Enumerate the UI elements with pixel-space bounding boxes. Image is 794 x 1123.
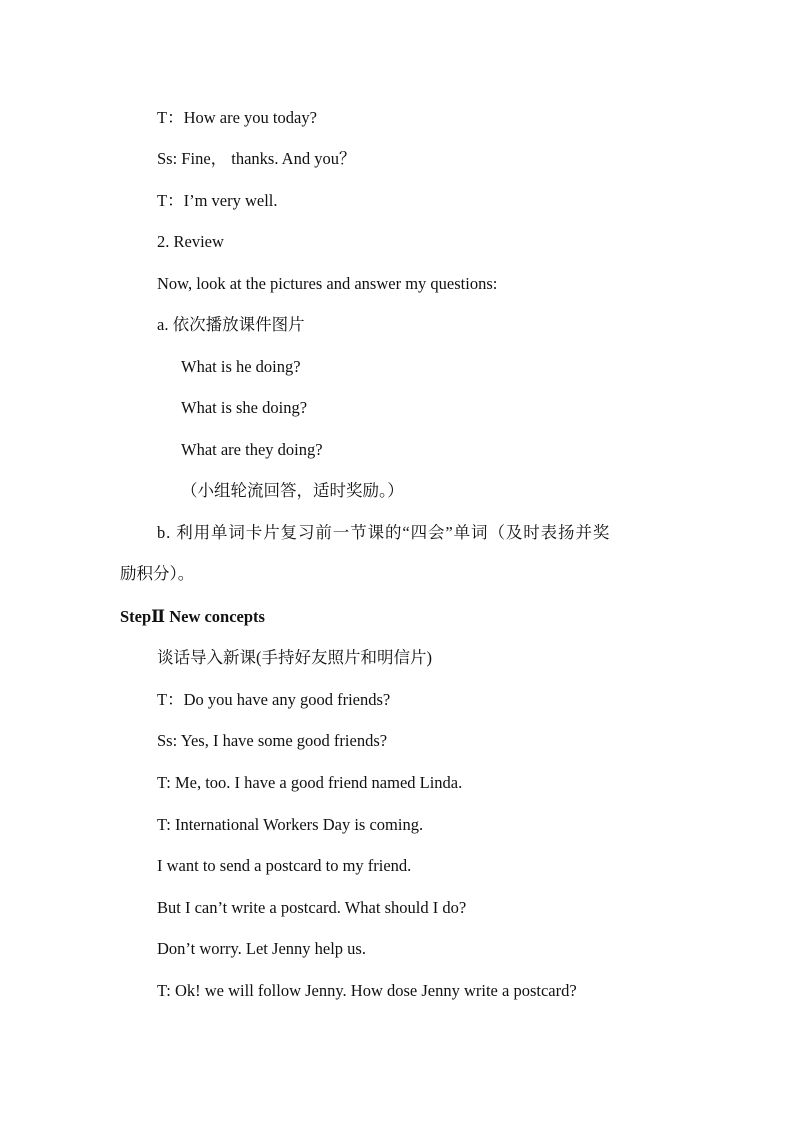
instruction-line: b. 利用单词卡片复习前一节课的“四会”单词（及时表扬并奖 bbox=[157, 523, 611, 542]
dialogue-line: T: Me, too. I have a good friend named Linda. bbox=[157, 773, 463, 792]
instruction-line: a. 依次播放课件图片 bbox=[157, 315, 305, 334]
instruction-line: Now, look at the pictures and answer my questions: bbox=[157, 274, 498, 293]
dialogue-line: T：How are you today? bbox=[157, 108, 317, 127]
dialogue-line: I want to send a postcard to my friend. bbox=[157, 856, 412, 875]
dialogue-line: T：Do you have any good friends? bbox=[157, 690, 391, 709]
dialogue-line: Don’t worry. Let Jenny help us. bbox=[157, 939, 366, 958]
instruction-line: 励积分）。 bbox=[120, 564, 195, 583]
dialogue-line: Ss: Fine， thanks. And you？ bbox=[157, 149, 356, 168]
step-heading: StepⅡ New concepts bbox=[120, 607, 265, 626]
dialogue-line: T: International Workers Day is coming. bbox=[157, 815, 424, 834]
dialogue-line: T：I’m very well. bbox=[157, 191, 278, 210]
question-line: What are they doing? bbox=[181, 440, 323, 459]
note-line: （小组轮流回答，适时奖励。） bbox=[181, 481, 404, 500]
question-line: What is she doing? bbox=[181, 398, 308, 417]
dialogue-line: But I can’t write a postcard. What should I do? bbox=[157, 898, 467, 917]
question-line: What is he doing? bbox=[181, 357, 301, 376]
dialogue-line: Ss: Yes, I have some good friends? bbox=[157, 731, 388, 750]
section-heading: 2. Review bbox=[157, 232, 224, 251]
instruction-line: 谈话导入新课(手持好友照片和明信片) bbox=[157, 648, 432, 667]
dialogue-line: T: Ok! we will follow Jenny. How dose Jenny write a postcard? bbox=[157, 981, 577, 1000]
